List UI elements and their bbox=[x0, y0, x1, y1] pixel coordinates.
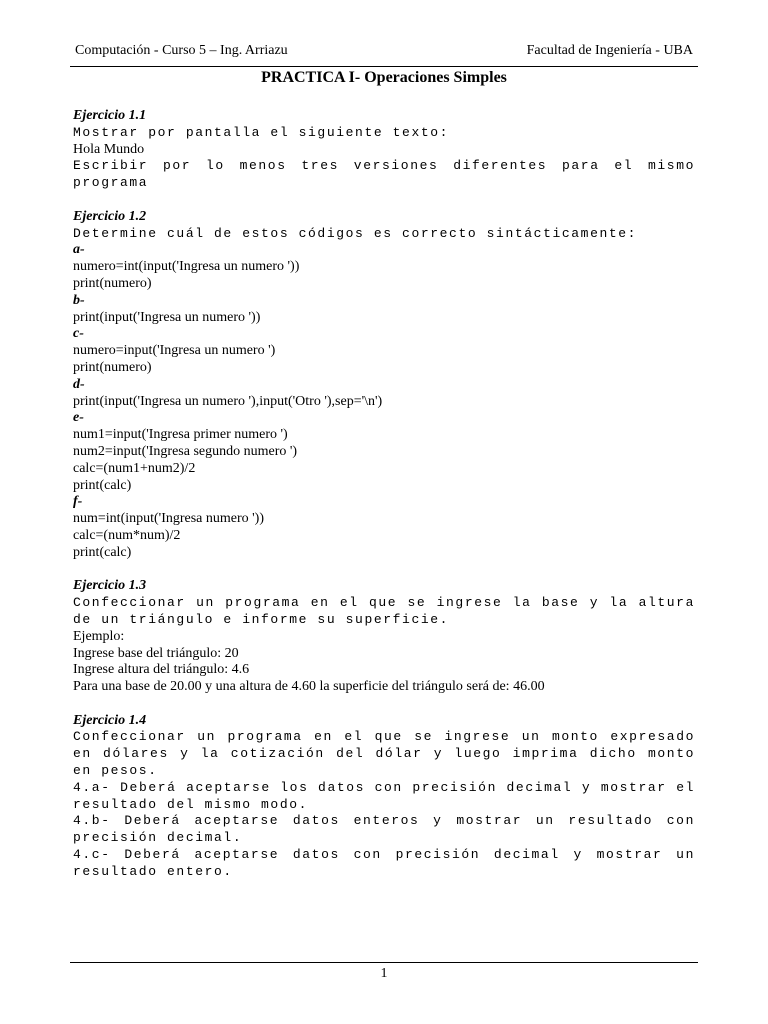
code-line: num1=input('Ingresa primer numero ') bbox=[73, 427, 288, 443]
exercise-text-line: 4.b- Deberá aceptarse datos enteros y mostrar un resultado con bbox=[73, 813, 695, 829]
exercise-text-line: resultado del mismo modo. bbox=[73, 796, 309, 812]
exercise-heading: Ejercicio 1.2 bbox=[73, 208, 147, 224]
exercise-text-line: 4.c- Deberá aceptarse datos con precisión decimal y mostrar un bbox=[73, 847, 695, 863]
exercise-1-3 bbox=[73, 578, 695, 696]
exercise-1-1 bbox=[73, 108, 695, 192]
exercise-text-line: programa bbox=[73, 175, 149, 191]
exercise-text-line: Escribir por lo menos tres versiones diferentes para el mismo bbox=[73, 158, 695, 174]
code-line: num=int(input('Ingresa numero ')) bbox=[73, 511, 265, 527]
exercise-text-line: en pesos. bbox=[73, 763, 158, 779]
header-course: Computación - Curso 5 – Ing. Arriazu bbox=[75, 43, 288, 58]
header-faculty: Facultad de Ingeniería - UBA bbox=[526, 43, 693, 58]
exercise-text-line: Confeccionar un programa en el que se ingrese la base y la altura bbox=[73, 595, 695, 611]
header-rule bbox=[70, 66, 698, 67]
exercise-1-2 bbox=[73, 209, 695, 562]
exercise-text-line: Mostrar por pantalla el siguiente texto: bbox=[73, 124, 450, 140]
option-label: a- bbox=[73, 242, 85, 258]
code-line: print(calc) bbox=[73, 477, 132, 493]
code-line: numero=input('Ingresa un numero ') bbox=[73, 343, 276, 359]
code-line: calc=(num*num)/2 bbox=[73, 527, 181, 543]
code-line: num2=input('Ingresa segundo numero ') bbox=[73, 443, 298, 459]
exercise-heading: Ejercicio 1.4 bbox=[73, 712, 147, 728]
page-header bbox=[75, 43, 693, 63]
example-line: Para una base de 20.00 y una altura de 4.60 la superficie del triángulo será de: 46.00 bbox=[73, 679, 545, 695]
exercise-heading: Ejercicio 1.3 bbox=[73, 578, 147, 594]
code-line: print(calc) bbox=[73, 544, 132, 560]
option-label: b- bbox=[73, 292, 85, 308]
page-number: 1 bbox=[380, 966, 388, 981]
example-line: Ejemplo: bbox=[73, 628, 125, 644]
exercise-text-line: 4.a- Deberá aceptarse los datos con precisión decimal y mostrar el bbox=[73, 779, 695, 795]
exercise-text-line: Hola Mundo bbox=[73, 141, 145, 157]
example-line: Ingrese base del triángulo: 20 bbox=[73, 645, 239, 661]
exercise-text-line: en dólares y la cotización del dólar y luego imprima dicho monto bbox=[73, 746, 695, 762]
page-title: PRACTICA I- Operaciones Simples bbox=[261, 69, 507, 86]
exercise-text-line: de un triángulo e informe su superficie. bbox=[73, 611, 450, 627]
option-label: f- bbox=[73, 494, 83, 510]
exercise-intro: Determine cuál de estos códigos es correcto sintácticamente: bbox=[73, 225, 638, 241]
option-label: c- bbox=[73, 326, 84, 342]
document-body bbox=[73, 108, 695, 881]
code-line: print(input('Ingresa un numero ')) bbox=[73, 309, 261, 325]
exercise-text-line: Confeccionar un programa en el que se ingrese un monto expresado bbox=[73, 729, 695, 745]
exercise-heading: Ejercicio 1.1 bbox=[73, 108, 147, 123]
code-line: print(numero) bbox=[73, 275, 152, 291]
footer-rule bbox=[70, 962, 698, 963]
exercise-text-line: precisión decimal. bbox=[73, 830, 243, 846]
exercise-1-4 bbox=[73, 713, 695, 881]
option-label: e- bbox=[73, 410, 84, 426]
code-line: print(numero) bbox=[73, 359, 152, 375]
exercise-text-line: resultado entero. bbox=[73, 863, 233, 879]
example-line: Ingrese altura del triángulo: 4.6 bbox=[73, 662, 250, 678]
code-line: print(input('Ingresa un numero '),input('Otro '),sep='\n') bbox=[73, 393, 383, 409]
option-label: d- bbox=[73, 376, 85, 392]
code-line: calc=(num1+num2)/2 bbox=[73, 460, 196, 476]
code-line: numero=int(input('Ingresa un numero ')) bbox=[73, 259, 300, 275]
